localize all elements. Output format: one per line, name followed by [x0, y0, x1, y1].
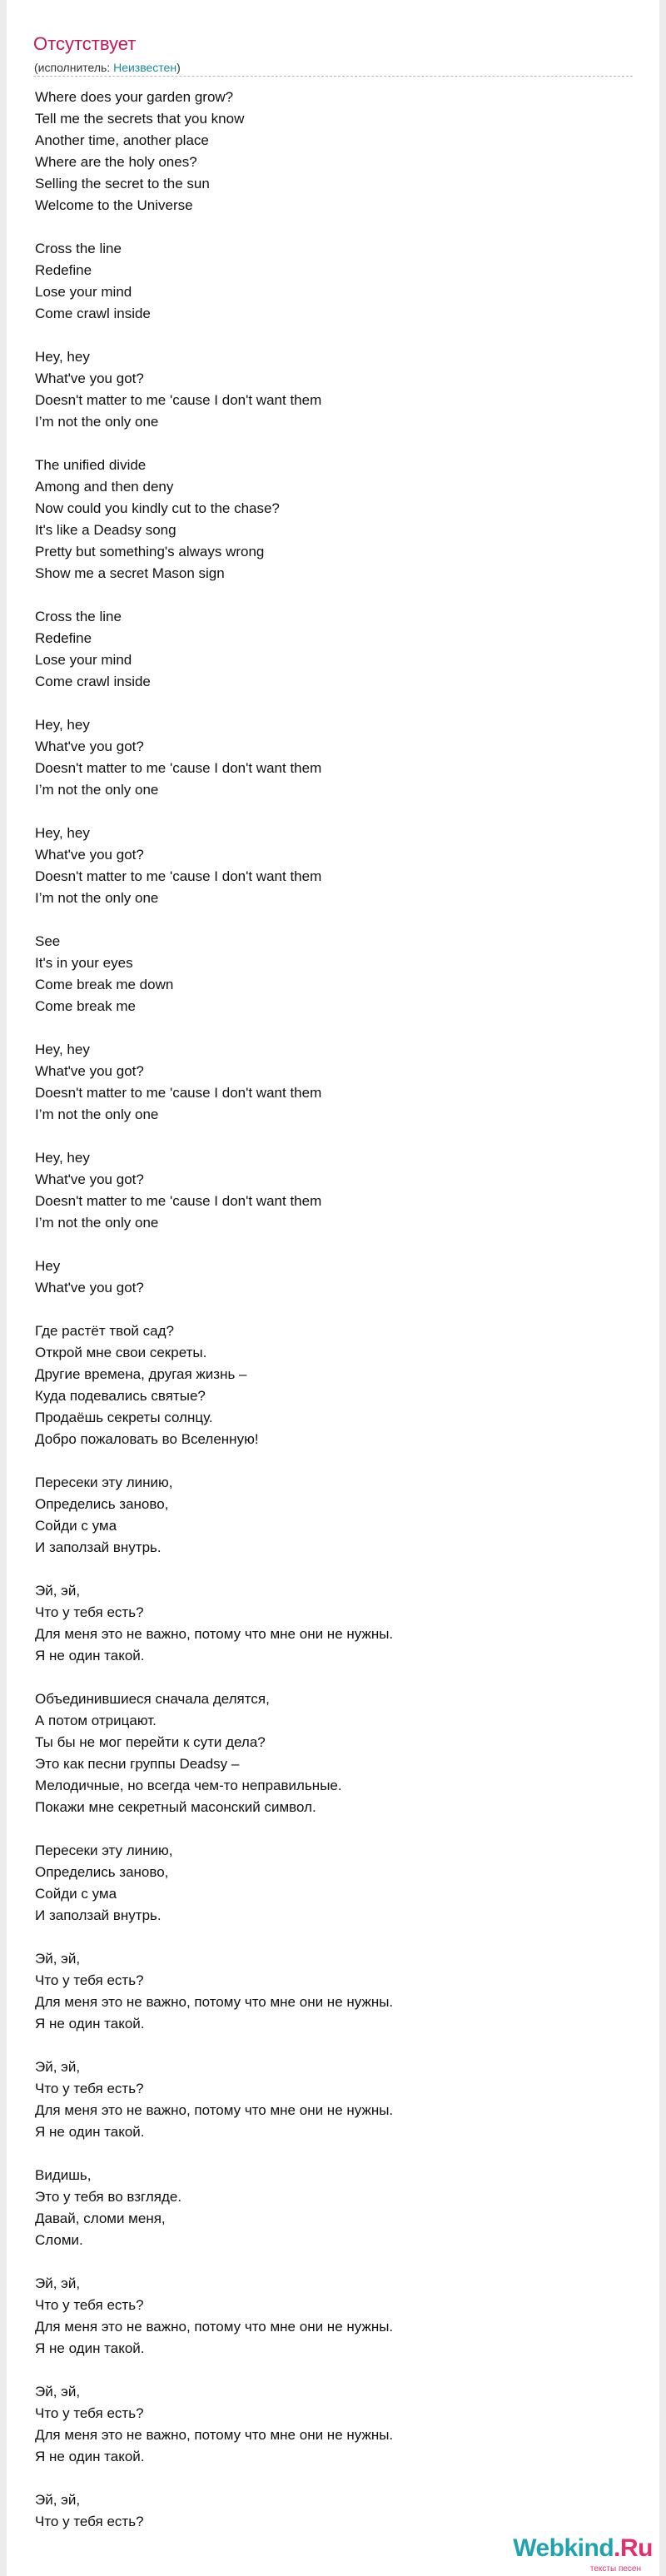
logo-wordmark: [513, 2534, 653, 2563]
lyric-line: Doesn't matter to me 'cause I don't want them: [35, 392, 322, 408]
lyric-line: Come break me: [35, 998, 136, 1014]
lyric-line: What've you got?: [35, 1280, 144, 1295]
webkind-logo[interactable]: [513, 2534, 659, 2574]
lyric-line: Redefine: [35, 630, 92, 646]
lyric-line: Открой мне свои секреты.: [35, 1345, 207, 1360]
stanza-gap: [35, 1017, 618, 1039]
lyric-line: Видишь,: [35, 2167, 92, 2183]
page-content: [7, 0, 659, 2576]
lyric-line: Эй, эй,: [35, 1583, 81, 1599]
lyric-line: Now could you kindly cut to the chase?: [35, 500, 280, 516]
lyric-line: Что у тебя есть?: [35, 1604, 144, 1620]
lyric-line: Где растёт твой сад?: [35, 1323, 174, 1339]
lyric-line: Where does your garden grow?: [35, 89, 234, 105]
lyrics-text: [35, 87, 618, 2533]
lyric-line: It's in your eyes: [35, 955, 133, 971]
lyric-line: Another time, another place: [35, 132, 209, 148]
lyric-line: Добро пожаловать во Вселенную!: [35, 1431, 259, 1447]
lyric-line: Come break me down: [35, 977, 174, 992]
lyric-line: Hey, hey: [35, 717, 90, 733]
lyric-line: Cross the line: [35, 609, 122, 624]
lyric-line: Doesn't matter to me 'cause I don't want them: [35, 1193, 322, 1209]
stanza-gap: [35, 1299, 618, 1320]
stanza-gap: [35, 1126, 618, 1147]
lyric-line: А потом отрицают.: [35, 1713, 157, 1728]
lyric-line: Продаёшь секреты солнцу.: [35, 1410, 213, 1425]
performer-link[interactable]: Неизвестен: [113, 61, 177, 74]
lyric-line: Hey, hey: [35, 1042, 90, 1057]
lyric-line: Ты бы не мог перейти к сути дела?: [35, 1734, 266, 1750]
lyric-line: Я не один такой.: [35, 2340, 145, 2356]
lyric-line: What've you got?: [35, 1171, 144, 1187]
logo-tagline: тексты песен: [589, 2564, 641, 2574]
stanza-gap: [35, 1927, 618, 1948]
stanza-gap: [35, 909, 618, 931]
lyric-line: Определись заново,: [35, 1496, 169, 1512]
lyric-line: Пересеки эту линию,: [35, 1474, 173, 1490]
lyric-line: Пересеки эту линию,: [35, 1842, 173, 1858]
performer-prefix: (исполнитель:: [34, 61, 114, 74]
lyric-line: What've you got?: [35, 370, 144, 386]
divider: [33, 76, 633, 77]
lyric-line: I’m not the only one: [35, 890, 159, 906]
lyric-line: Lose your mind: [35, 284, 132, 300]
lyric-line: Lose your mind: [35, 652, 132, 668]
lyric-line: Where are the holy ones?: [35, 154, 197, 170]
stanza-gap: [35, 1559, 618, 1580]
lyric-line: Doesn't matter to me 'cause I don't want them: [35, 760, 322, 776]
lyric-line: Что у тебя есть?: [35, 2297, 144, 2313]
lyric-line: Сойди с ума: [35, 1886, 117, 1902]
lyric-line: Покажи мне секретный масонский символ.: [35, 1799, 316, 1815]
stanza-gap: [35, 801, 618, 823]
lyric-line: Tell me the secrets that you know: [35, 111, 245, 127]
lyric-line: Что у тебя есть?: [35, 2405, 144, 2421]
stanza-gap: [35, 2360, 618, 2381]
lyric-line: Другие времена, другая жизнь –: [35, 1366, 247, 1382]
lyric-line: Я не один такой.: [35, 2449, 145, 2464]
stanza-gap: [35, 2251, 618, 2273]
lyric-line: Это как песни группы Deadsy –: [35, 1756, 240, 1772]
lyric-line: Для меня это не важно, потому что мне они не нужны.: [35, 1626, 394, 1642]
lyric-line: Doesn't matter to me 'cause I don't want them: [35, 868, 322, 884]
lyric-line: Cross the line: [35, 241, 122, 256]
stanza-gap: [35, 2468, 618, 2489]
lyric-line: Для меня это не важно, потому что мне они не нужны.: [35, 2427, 394, 2443]
lyric-line: Эй, эй,: [35, 2059, 81, 2075]
lyric-line: Hey, hey: [35, 825, 90, 841]
lyric-line: Объединившиеся сначала делятся,: [35, 1691, 270, 1707]
lyric-line: Redefine: [35, 262, 92, 278]
lyric-line: Selling the secret to the sun: [35, 176, 210, 191]
lyric-line: Что у тебя есть?: [35, 2081, 144, 2096]
lyric-line: И заползай внутрь.: [35, 1539, 162, 1555]
lyric-line: I’m not the only one: [35, 414, 159, 430]
lyric-line: Hey, hey: [35, 1150, 90, 1166]
lyric-line: Сойди с ума: [35, 1518, 117, 1534]
lyric-line: Hey, hey: [35, 349, 90, 365]
lyric-line: Для меня это не важно, потому что мне они не нужны.: [35, 2102, 394, 2118]
lyric-line: Определись заново,: [35, 1864, 169, 1880]
lyric-line: I’m not the only one: [35, 782, 159, 798]
lyric-line: Show me a secret Mason sign: [35, 565, 225, 581]
stanza-gap: [35, 1818, 618, 1840]
lyric-line: Эй, эй,: [35, 2275, 81, 2291]
lyric-line: Для меня это не важно, потому что мне они не нужны.: [35, 2319, 394, 2335]
lyric-line: I’m not the only one: [35, 1106, 159, 1122]
lyric-line: Come crawl inside: [35, 306, 151, 321]
performer-suffix: ): [176, 61, 181, 74]
lyric-line: Doesn't matter to me 'cause I don't want them: [35, 1085, 322, 1101]
lyric-line: Among and then deny: [35, 479, 174, 495]
lyric-line: Это у тебя во взгляде.: [35, 2189, 182, 2205]
stanza-gap: [35, 216, 618, 238]
stanza-gap: [35, 325, 618, 346]
lyric-line: Мелодичные, но всегда чем-то неправильные.: [35, 1778, 342, 1793]
lyric-line: Я не один такой.: [35, 2016, 145, 2031]
logo-brand: Webkind: [513, 2534, 614, 2562]
stanza-gap: [35, 693, 618, 714]
lyric-line: Сломи.: [35, 2232, 83, 2248]
lyric-line: I’m not the only one: [35, 1215, 159, 1231]
lyric-line: Куда подевались святые?: [35, 1388, 206, 1404]
lyric-line: The unified divide: [35, 457, 147, 473]
performer-line: [34, 61, 181, 74]
lyric-line: It's like a Deadsy song: [35, 522, 176, 538]
lyric-line: Что у тебя есть?: [35, 1972, 144, 1988]
stanza-gap: [35, 584, 618, 606]
lyric-line: Эй, эй,: [35, 2492, 81, 2508]
stanza-gap: [35, 433, 618, 455]
lyric-line: What've you got?: [35, 1063, 144, 1079]
lyric-line: Pretty but something's always wrong: [35, 544, 265, 559]
lyric-line: Я не один такой.: [35, 1648, 145, 1663]
lyric-line: Эй, эй,: [35, 1951, 81, 1967]
lyric-line: Я не один такой.: [35, 2124, 145, 2140]
stanza-gap: [35, 1234, 618, 1256]
lyric-line: See: [35, 933, 61, 949]
lyric-line: Welcome to the Universe: [35, 197, 193, 213]
lyric-line: Come crawl inside: [35, 674, 151, 689]
lyric-line: Hey: [35, 1258, 61, 1274]
lyric-line: What've you got?: [35, 738, 144, 754]
logo-tld: .Ru: [614, 2534, 653, 2562]
lyric-line: Для меня это не важно, потому что мне они не нужны.: [35, 1994, 394, 2010]
stanza-gap: [35, 1667, 618, 1688]
lyric-line: What've you got?: [35, 847, 144, 863]
lyric-line: Что у тебя есть?: [35, 2514, 144, 2529]
stanza-gap: [35, 2035, 618, 2056]
lyric-line: Давай, сломи меня,: [35, 2210, 166, 2226]
stanza-gap: [35, 1450, 618, 1472]
song-title: Отсутствует: [33, 33, 137, 54]
stanza-gap: [35, 2143, 618, 2165]
lyric-line: И заползай внутрь.: [35, 1907, 162, 1923]
lyric-line: Эй, эй,: [35, 2384, 81, 2399]
